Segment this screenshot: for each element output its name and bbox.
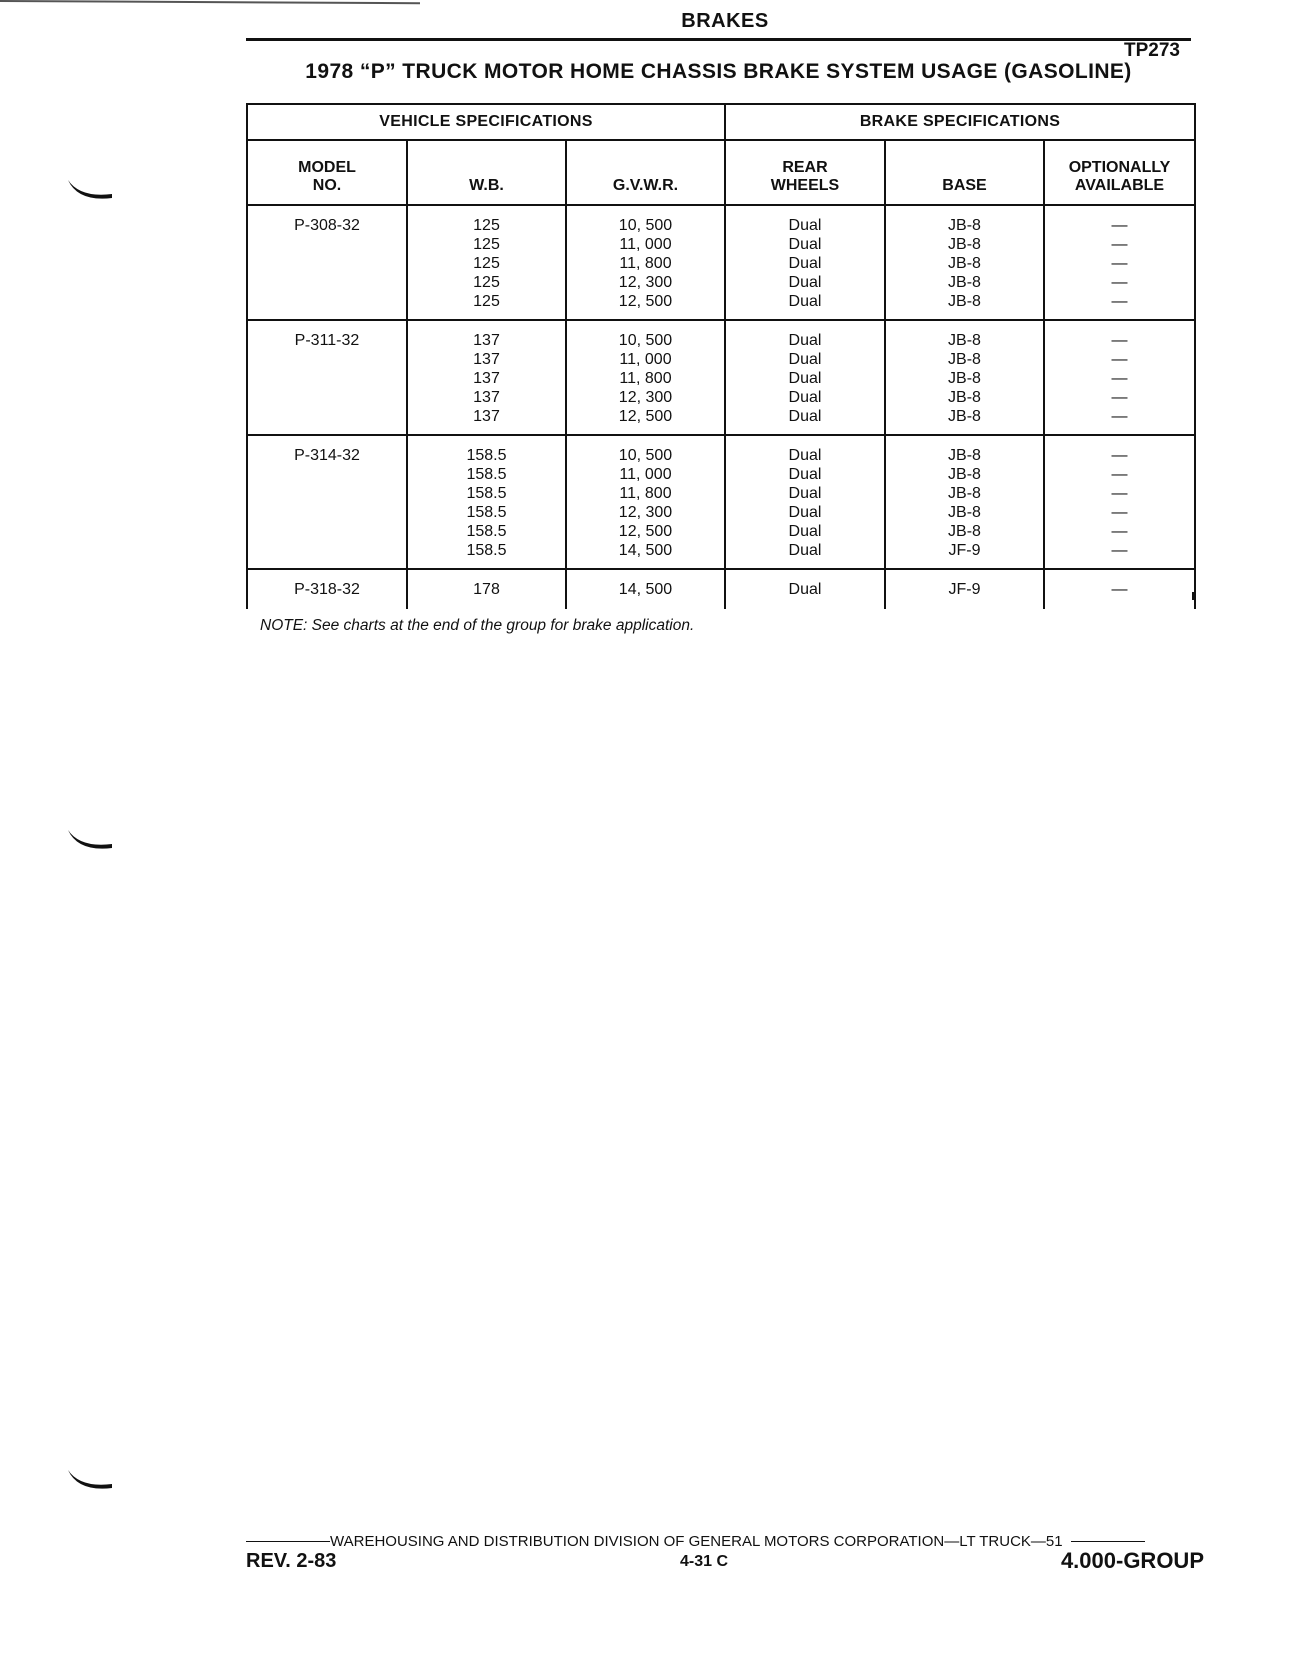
- wb-value: 158.5: [466, 466, 507, 483]
- col-header-model: [247, 140, 407, 205]
- table-row: [247, 435, 1195, 569]
- gvwr-value: 10, 500: [618, 447, 673, 464]
- gvwr-value: 10, 500: [618, 217, 673, 234]
- footer-group: 4.000-GROUP: [1060, 1548, 1204, 1573]
- wb-cell: [407, 569, 566, 609]
- optional-cell: [1044, 205, 1195, 320]
- col-header-rear-wheels: [725, 140, 885, 205]
- optional-value: —: [1111, 217, 1128, 234]
- optional-value: —: [1111, 236, 1128, 253]
- wb-cell: [407, 205, 566, 320]
- base-value: JB-8: [948, 389, 981, 406]
- optional-value: —: [1111, 370, 1128, 387]
- column-tick: [246, 592, 248, 600]
- footer-rule-left: [246, 1541, 330, 1543]
- footer-page-number: 4-31 C: [680, 1553, 729, 1570]
- col-header-line: REAR: [782, 159, 828, 176]
- rear-value: Dual: [788, 485, 822, 502]
- gvwr-value: 14, 500: [618, 542, 673, 559]
- col-header-line: BASE: [942, 177, 987, 194]
- col-header-line: OPTIONALLY: [1068, 159, 1171, 176]
- wb-value: 158.5: [466, 485, 507, 502]
- footer-revision: REV. 2-83: [246, 1550, 337, 1572]
- base-value: JB-8: [948, 504, 981, 521]
- wb-value: 125: [473, 293, 500, 310]
- column-tick: [565, 592, 567, 600]
- gvwr-value: 11, 000: [619, 236, 672, 253]
- model-number-cell: P-308-32: [247, 205, 407, 320]
- base-value: JB-8: [948, 485, 981, 502]
- wb-cell: [407, 435, 566, 569]
- gvwr-cell: [566, 320, 725, 435]
- optional-value: —: [1111, 466, 1128, 483]
- group-header-vehicle: VEHICLE SPECIFICATIONS: [247, 104, 725, 140]
- optional-value: —: [1111, 523, 1128, 540]
- column-tick: [406, 592, 408, 600]
- base-cell: [885, 320, 1044, 435]
- rear-value: Dual: [788, 466, 822, 483]
- rear-value: Dual: [788, 274, 822, 291]
- base-value: JF-9: [948, 581, 981, 598]
- table-row: [247, 205, 1195, 320]
- section-title: BRAKES: [681, 10, 769, 32]
- base-value: JB-8: [948, 236, 981, 253]
- rear-value: Dual: [788, 293, 822, 310]
- base-value: JB-8: [948, 466, 981, 483]
- wb-value: 158.5: [466, 523, 507, 540]
- wb-value: 158.5: [466, 542, 507, 559]
- rear-value: Dual: [788, 370, 822, 387]
- optional-value: —: [1111, 255, 1128, 272]
- rear-value: Dual: [788, 523, 822, 540]
- gvwr-value: 12, 500: [618, 523, 673, 540]
- column-tick: [724, 592, 726, 600]
- base-cell: [885, 435, 1044, 569]
- col-header-line: G.V.W.R.: [612, 177, 679, 194]
- binder-hole-mark-icon: [66, 826, 114, 854]
- base-value: JF-9: [948, 542, 981, 559]
- rear-cell: [725, 435, 885, 569]
- footer-rule-right: [1071, 1541, 1145, 1543]
- col-header-line: AVAILABLE: [1074, 177, 1165, 194]
- wb-value: 137: [473, 370, 500, 387]
- wb-value: 137: [473, 332, 500, 349]
- optional-cell: [1044, 435, 1195, 569]
- brake-usage-table: [246, 103, 1196, 609]
- optional-value: —: [1111, 274, 1128, 291]
- column-tick: [1043, 592, 1045, 600]
- wb-value: 137: [473, 389, 500, 406]
- optional-cell: [1044, 320, 1195, 435]
- rear-value: Dual: [788, 217, 822, 234]
- optional-value: —: [1111, 332, 1128, 349]
- scan-edge-line: [0, 0, 420, 4]
- gvwr-cell: [566, 205, 725, 320]
- wb-value: 125: [473, 274, 500, 291]
- col-header-gvwr: [566, 140, 725, 205]
- base-value: JB-8: [948, 217, 981, 234]
- wb-value: 178: [473, 581, 500, 598]
- base-value: JB-8: [948, 293, 981, 310]
- model-number-cell: P-311-32: [247, 320, 407, 435]
- base-cell: [885, 205, 1044, 320]
- wb-value: 137: [473, 408, 500, 425]
- base-value: JB-8: [948, 332, 981, 349]
- column-tick: [1192, 592, 1194, 600]
- gvwr-value: 12, 500: [618, 408, 673, 425]
- base-value: JB-8: [948, 447, 981, 464]
- base-value: JB-8: [948, 523, 981, 540]
- wb-cell: [407, 320, 566, 435]
- optional-value: —: [1111, 351, 1128, 368]
- table-bottom-ticks: [246, 592, 1194, 600]
- table-title: 1978 “P” TRUCK MOTOR HOME CHASSIS BRAKE SYSTEM USAGE (GASOLINE): [305, 60, 1132, 83]
- rear-cell: [725, 569, 885, 609]
- group-header-brake: BRAKE SPECIFICATIONS: [725, 104, 1195, 140]
- gvwr-cell: [566, 569, 725, 609]
- base-value: JB-8: [948, 370, 981, 387]
- table-row: [247, 569, 1195, 609]
- gvwr-value: 12, 300: [618, 504, 673, 521]
- rear-cell: [725, 205, 885, 320]
- header-rule: [246, 38, 1191, 41]
- rear-value: Dual: [788, 504, 822, 521]
- gvwr-value: 11, 800: [619, 485, 672, 502]
- gvwr-value: 12, 300: [618, 274, 673, 291]
- optional-cell: [1044, 569, 1195, 609]
- base-cell: [885, 569, 1044, 609]
- base-value: JB-8: [948, 408, 981, 425]
- gvwr-value: 12, 300: [618, 389, 673, 406]
- model-number-cell: P-318-32: [247, 569, 407, 609]
- wb-value: 125: [473, 236, 500, 253]
- wb-value: 158.5: [466, 447, 507, 464]
- optional-value: —: [1111, 542, 1128, 559]
- gvwr-value: 14, 500: [618, 581, 673, 598]
- rear-value: Dual: [788, 542, 822, 559]
- rear-value: Dual: [788, 236, 822, 253]
- binder-hole-mark-icon: [66, 176, 114, 204]
- binder-hole-mark-icon: [66, 1466, 114, 1494]
- base-value: JB-8: [948, 274, 981, 291]
- optional-value: —: [1111, 504, 1128, 521]
- base-value: JB-8: [948, 255, 981, 272]
- gvwr-value: 10, 500: [618, 332, 673, 349]
- optional-value: —: [1111, 447, 1128, 464]
- optional-value: —: [1111, 408, 1128, 425]
- rear-value: Dual: [788, 408, 822, 425]
- rear-value: Dual: [788, 581, 822, 598]
- col-header-line: WHEELS: [770, 177, 840, 194]
- rear-value: Dual: [788, 351, 822, 368]
- table-row: [247, 320, 1195, 435]
- gvwr-value: 11, 000: [619, 351, 672, 368]
- optional-value: —: [1111, 389, 1128, 406]
- optional-value: —: [1111, 293, 1128, 310]
- gvwr-value: 12, 500: [618, 293, 673, 310]
- wb-value: 125: [473, 217, 500, 234]
- optional-value: —: [1111, 485, 1128, 502]
- gvwr-cell: [566, 435, 725, 569]
- table-body: [247, 205, 1195, 609]
- gvwr-value: 11, 800: [619, 255, 672, 272]
- rear-value: Dual: [788, 255, 822, 272]
- wb-value: 125: [473, 255, 500, 272]
- base-value: JB-8: [948, 351, 981, 368]
- col-header-base: [885, 140, 1044, 205]
- column-tick: [884, 592, 886, 600]
- table-note: NOTE: See charts at the end of the group for brake application.: [260, 617, 695, 634]
- footer-division-text: WAREHOUSING AND DISTRIBUTION DIVISION OF GENERAL MOTORS CORPORATION—LT TRUCK—51: [330, 1533, 1063, 1550]
- col-header-line: MODEL: [298, 159, 356, 176]
- col-header-wb: [407, 140, 566, 205]
- rear-value: Dual: [788, 389, 822, 406]
- gvwr-value: 11, 800: [619, 370, 672, 387]
- optional-value: —: [1111, 581, 1128, 598]
- document-code: TP273: [1124, 40, 1180, 61]
- rear-value: Dual: [788, 447, 822, 464]
- rear-value: Dual: [788, 332, 822, 349]
- wb-value: 158.5: [466, 504, 507, 521]
- rear-cell: [725, 320, 885, 435]
- wb-value: 137: [473, 351, 500, 368]
- model-number-cell: P-314-32: [247, 435, 407, 569]
- col-header-line: W.B.: [469, 177, 504, 194]
- col-header-optional: [1044, 140, 1195, 205]
- col-header-line: NO.: [312, 177, 342, 194]
- gvwr-value: 11, 000: [619, 466, 672, 483]
